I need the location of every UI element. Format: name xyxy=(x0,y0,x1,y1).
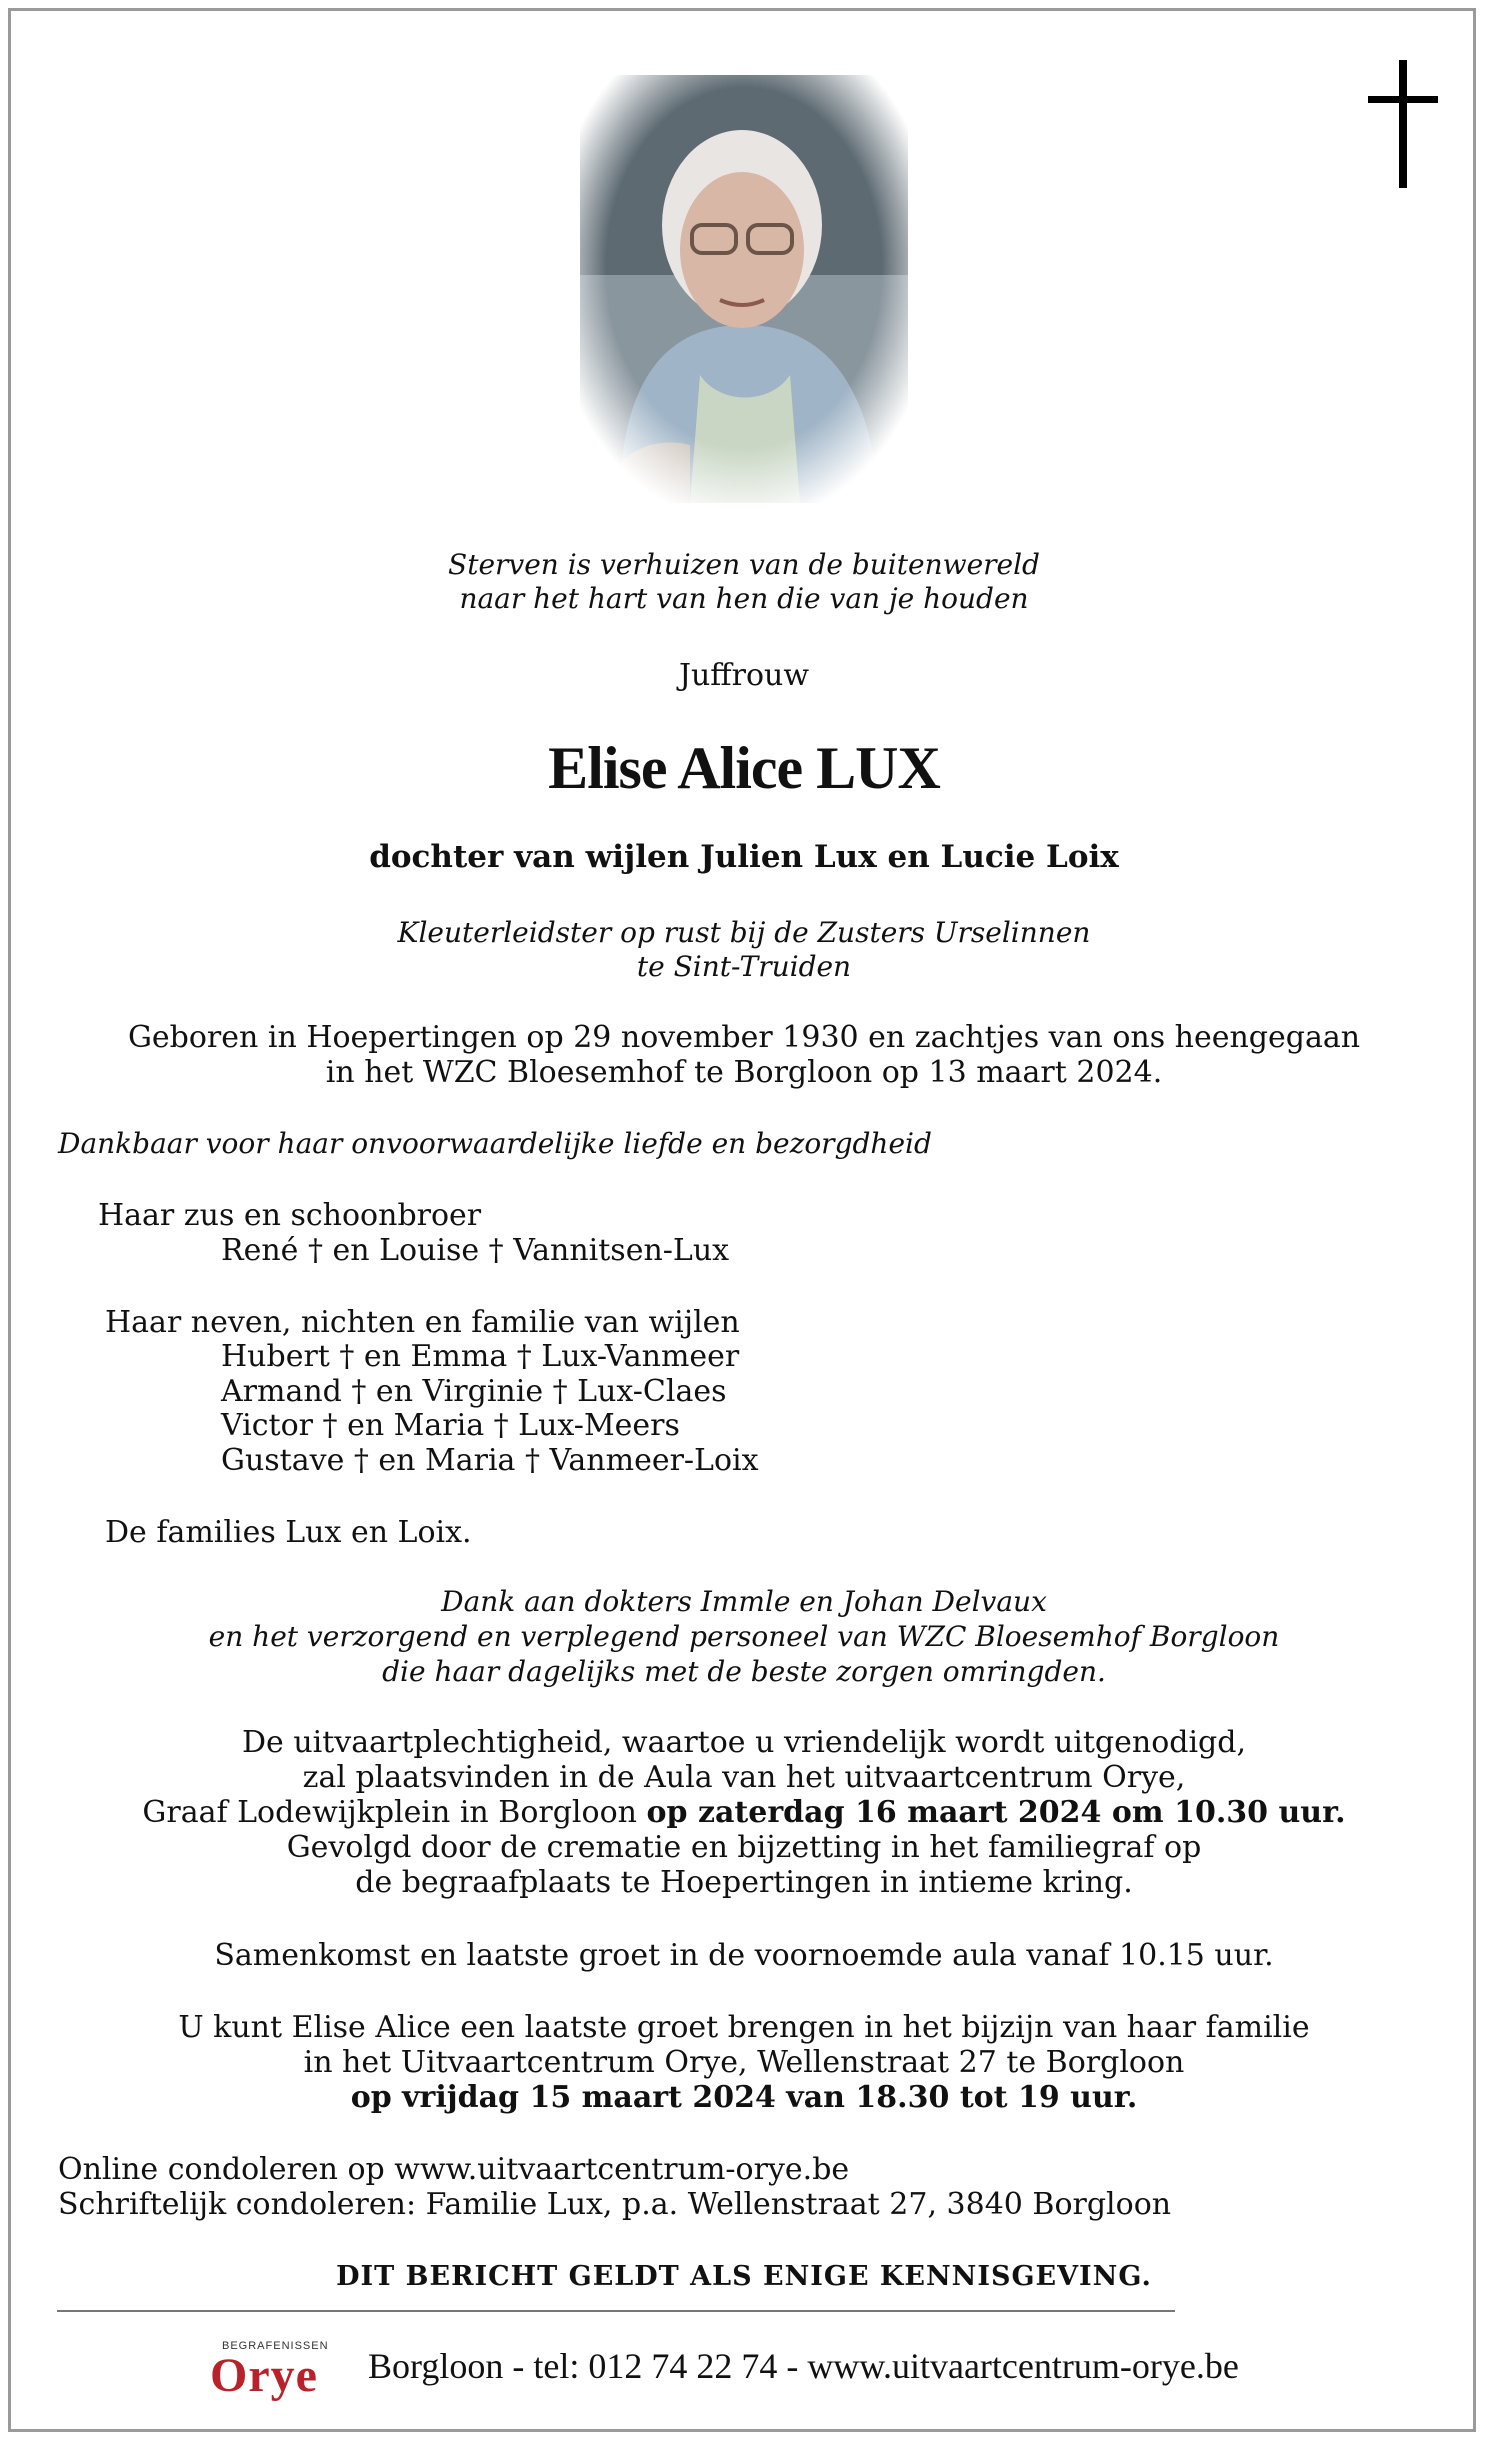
funeral-line-3 xyxy=(0,1795,1488,1831)
logo-wordmark: Orye xyxy=(210,2349,318,2402)
parents-line: dochter van wijlen Julien Lux en Lucie Loix xyxy=(369,839,1119,875)
visitation-line-2: in het Uitvaartcentrum Orye, Wellenstraat 27 te Borgloon xyxy=(303,2045,1185,2080)
gratitude-line: Dankbaar voor haar onvoorwaardelijke liefde en bezorgdheid xyxy=(58,1127,932,1160)
written-condolences: Schriftelijk condoleren: Familie Lux, p.a. Wellenstraat 27, 3840 Borgloon xyxy=(58,2187,1172,2222)
funeral-line-1: De uitvaartplechtigheid, waartoe u vriendelijk wordt uitgenodigd, xyxy=(241,1725,1247,1760)
funeral-line-5: de begraafplaats te Hoepertingen in intieme kring. xyxy=(355,1865,1133,1900)
families-line: De families Lux en Loix. xyxy=(105,1515,472,1550)
visitation-line-1: U kunt Elise Alice een laatste groet brengen in het bijzijn van haar familie xyxy=(178,2010,1310,2045)
orye-logo xyxy=(210,2340,332,2400)
relative-line: Armand † en Virginie † Lux-Claes xyxy=(221,1374,727,1409)
gathering-line: Samenkomst en laatste groet in de voornoemde aula vanaf 10.15 uur. xyxy=(214,1938,1274,1973)
relative-line: Hubert † en Emma † Lux-Vanmeer xyxy=(221,1339,740,1374)
funeral-date-time: op zaterdag 16 maart 2024 om 10.30 uur. xyxy=(646,1795,1346,1830)
birth-death-line-1: Geboren in Hoepertingen op 29 november 1930 en zachtjes van ons heengegaan xyxy=(127,1020,1361,1055)
portrait-photo xyxy=(580,75,908,503)
deceased-name: Elise Alice LUX xyxy=(548,735,940,801)
thanks-line-1: Dank aan dokters Immle en Johan Delvaux xyxy=(441,1585,1047,1618)
motto-line-2: naar het hart van hen die van je houden xyxy=(459,582,1029,615)
occupation-line-1: Kleuterleidster op rust bij de Zusters Urselinnen xyxy=(397,916,1091,949)
occupation-line-2: te Sint-Truiden xyxy=(636,950,852,983)
official-notice: DIT BERICHT GELDT ALS ENIGE KENNISGEVING. xyxy=(336,2261,1152,2292)
sibling-names: René † en Louise † Vannitsen-Lux xyxy=(221,1233,730,1268)
logo-subtitle: BEGRAFENISSEN xyxy=(222,2340,329,2352)
thanks-line-3: die haar dagelijks met de beste zorgen omringden. xyxy=(382,1655,1106,1688)
birth-death-line-2: in het WZC Bloesemhof te Borgloon op 13 maart 2024. xyxy=(325,1055,1163,1090)
funeral-line-4: Gevolgd door de crematie en bijzetting in het familiegraf op xyxy=(286,1830,1202,1865)
honorific: Juffrouw xyxy=(678,658,810,693)
motto-line-1: Sterven is verhuizen van de buitenwereld xyxy=(448,548,1040,581)
visitation-line-3: op vrijdag 15 maart 2024 van 18.30 tot 19 uur. xyxy=(350,2080,1138,2115)
online-condolences: Online condoleren op www.uitvaartcentrum-orye.be xyxy=(58,2152,850,2187)
funeral-line-2: zal plaatsvinden in de Aula van het uitvaartcentrum Orye, xyxy=(302,1760,1186,1795)
sibling-heading: Haar zus en schoonbroer xyxy=(98,1198,482,1233)
cross-icon xyxy=(1368,60,1438,188)
footer-contact: Borgloon - tel: 012 74 22 74 - www.uitvaartcentrum-orye.be xyxy=(368,2346,1239,2386)
relatives-heading: Haar neven, nichten en familie van wijlen xyxy=(105,1305,740,1340)
funeral-location: Graaf Lodewijkplein in Borgloon xyxy=(142,1795,647,1830)
relative-line: Gustave † en Maria † Vanmeer-Loix xyxy=(221,1443,759,1478)
thanks-line-2: en het verzorgend en verplegend personeel van WZC Bloesemhof Borgloon xyxy=(208,1620,1280,1653)
relative-line: Victor † en Maria † Lux-Meers xyxy=(221,1408,680,1443)
footer-divider xyxy=(57,2310,1175,2312)
footer xyxy=(0,2330,1488,2410)
